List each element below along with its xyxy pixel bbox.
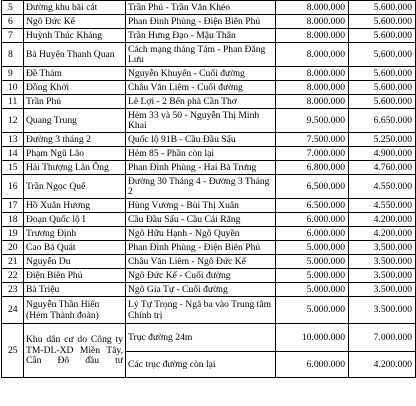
row-number-cell: 22	[2, 269, 24, 283]
segment-cell: Ngô Hữu Hạnh - Ngô Quyền	[126, 227, 276, 241]
price-1-cell: 7.000.000	[276, 147, 349, 161]
row-number-cell: 23	[2, 283, 24, 297]
land-price-table	[1, 0, 416, 378]
price-1-cell: 8.000.000	[276, 43, 349, 67]
table-row	[2, 109, 416, 133]
price-1-cell: 8.000.000	[276, 1, 349, 15]
street-name-cell: Hải Thượng Lãn Ông	[24, 161, 126, 175]
table-row	[2, 67, 416, 81]
price-2-cell: 4.200.000	[349, 227, 416, 241]
price-1-cell: 6.800.000	[276, 161, 349, 175]
table-row	[2, 241, 416, 255]
table-row	[2, 227, 416, 241]
price-2-cell: 3.500.000	[349, 297, 416, 324]
segment-cell: Trục đường 24m	[126, 324, 276, 352]
table-body	[2, 1, 416, 378]
street-name-cell: Nguyễn Thần Hiến (Hẻm Thành đoàn)	[24, 297, 126, 324]
street-name-cell: Quang Trung	[24, 109, 126, 133]
row-number-cell: 15	[2, 161, 24, 175]
row-number-cell: 14	[2, 147, 24, 161]
row-number-cell: 18	[2, 213, 24, 227]
segment-cell: Phan Đình Phùng - Điện Biên Phủ	[126, 15, 276, 29]
row-number-cell: 17	[2, 199, 24, 213]
street-name-cell: Ngô Đức Kế	[24, 15, 126, 29]
table-row	[2, 95, 416, 109]
price-2-cell: 5.250.000	[349, 133, 416, 147]
price-2-cell: 6.650.000	[349, 109, 416, 133]
segment-cell: Ngô Gia Tự - Cuối đường	[126, 283, 276, 297]
price-1-cell: 8.000.000	[276, 67, 349, 81]
segment-cell: Hẻm 85 - Phần còn lại	[126, 147, 276, 161]
street-name-cell: Trần Ngọc Quế	[24, 175, 126, 199]
street-name-cell: Bà Huyện Thanh Quan	[24, 43, 126, 67]
street-name-cell: Đồng Khởi	[24, 81, 126, 95]
price-1-cell: 8.000.000	[276, 15, 349, 29]
row-number-cell: 6	[2, 15, 24, 29]
price-1-cell: 6.000.000	[276, 227, 349, 241]
row-number-cell: 5	[2, 1, 24, 15]
segment-cell: Lý Tự Trọng - Ngã ba vào Trung tâm Chính trị	[126, 297, 276, 324]
table-row	[2, 175, 416, 199]
table-row	[2, 133, 416, 147]
segment-cell: Quốc lộ 91B - Cầu Đầu Sấu	[126, 133, 276, 147]
segment-cell: Lê Lợi - 2 Bến phà Cần Thơ	[126, 95, 276, 109]
segment-cell: Châu Văn Liêm - Ngô Đức Kế	[126, 255, 276, 269]
street-name-cell: Điện Biên Phủ	[24, 269, 126, 283]
segment-cell: Châu Văn Liêm - Cuối đường	[126, 81, 276, 95]
row-number-cell: 13	[2, 133, 24, 147]
price-2-cell: 3.500.000	[349, 255, 416, 269]
segment-cell: Hùng Vương - Bùi Thị Xuân	[126, 199, 276, 213]
price-1-cell: 5.000.000	[276, 283, 349, 297]
row-number-cell: 25	[2, 324, 24, 378]
row-number-cell: 10	[2, 81, 24, 95]
street-name-cell: Cao Bá Quát	[24, 241, 126, 255]
table-row	[2, 297, 416, 324]
segment-cell: Trần Phú - Trần Văn Khéo	[126, 1, 276, 15]
table-row	[2, 255, 416, 269]
price-1-cell: 5.000.000	[276, 297, 349, 324]
price-1-cell: 9.500.000	[276, 109, 349, 133]
price-2-cell: 4.200.000	[349, 213, 416, 227]
table-row	[2, 43, 416, 67]
street-name-cell: Hồ Xuân Hương	[24, 199, 126, 213]
row-number-cell: 24	[2, 297, 24, 324]
price-2-cell: 5.600.000	[349, 29, 416, 43]
price-2-cell: 4.550.000	[349, 199, 416, 213]
table-row	[2, 269, 416, 283]
segment-cell: Cách mạng tháng Tám - Phan Đăng Lưu	[126, 43, 276, 67]
segment-cell: Các trục đường còn lại	[126, 352, 276, 378]
street-name-cell: Đoạn Quốc lộ I	[24, 213, 126, 227]
price-2-cell: 4.200.000	[349, 352, 416, 378]
row-number-cell: 21	[2, 255, 24, 269]
price-1-cell: 10.000.000	[276, 324, 349, 352]
price-2-cell: 5.600.000	[349, 43, 416, 67]
price-2-cell: 5.600.000	[349, 15, 416, 29]
table-row	[2, 283, 416, 297]
street-name-cell: Trần Phú	[24, 95, 126, 109]
price-2-cell: 5.600.000	[349, 67, 416, 81]
street-name-cell: Trương Định	[24, 227, 126, 241]
price-1-cell: 5.000.000	[276, 241, 349, 255]
street-name-cell: Đường 3 tháng 2	[24, 133, 126, 147]
segment-cell: Cầu Đầu Sấu - Cầu Cái Răng	[126, 213, 276, 227]
row-number-cell: 9	[2, 67, 24, 81]
price-1-cell: 6.500.000	[276, 199, 349, 213]
price-2-cell: 5.600.000	[349, 81, 416, 95]
row-number-cell: 7	[2, 29, 24, 43]
table-row	[2, 29, 416, 43]
price-2-cell: 4.550.000	[349, 175, 416, 199]
price-1-cell: 8.000.000	[276, 29, 349, 43]
street-name-cell: Đề Thám	[24, 67, 126, 81]
table-row	[2, 1, 416, 15]
price-1-cell: 7.500.000	[276, 133, 349, 147]
row-number-cell: 12	[2, 109, 24, 133]
price-1-cell: 6.000.000	[276, 213, 349, 227]
table-row	[2, 147, 416, 161]
segment-cell: Phan Đình Phùng - Hai Bà Trưng	[126, 161, 276, 175]
price-2-cell: 5.600.000	[349, 95, 416, 109]
segment-cell: Trần Hưng Đạo - Mậu Thân	[126, 29, 276, 43]
street-name-cell: Khu dân cư do Công ty TM-DL-XD Miền Tây, Cần Đô đầu tư	[24, 324, 126, 378]
row-number-cell: 16	[2, 175, 24, 199]
street-name-cell: Bà Triệu	[24, 283, 126, 297]
price-1-cell: 5.000.000	[276, 269, 349, 283]
price-2-cell: 4.900.000	[349, 147, 416, 161]
street-name-cell: Huỳnh Thúc Kháng	[24, 29, 126, 43]
segment-cell: Hẻm 33 và 50 - Nguyễn Thị Minh Khai	[126, 109, 276, 133]
segment-cell: Ngô Đức Kế - Cuối đường	[126, 269, 276, 283]
price-1-cell: 5.000.000	[276, 255, 349, 269]
price-2-cell: 3.500.000	[349, 269, 416, 283]
price-1-cell: 8.000.000	[276, 81, 349, 95]
price-2-cell: 5.600.000	[349, 1, 416, 15]
table-row	[2, 161, 416, 175]
table-row	[2, 15, 416, 29]
price-2-cell: 3.500.000	[349, 241, 416, 255]
price-2-cell: 4.760.000	[349, 161, 416, 175]
street-name-cell: Nguyễn Du	[24, 255, 126, 269]
price-2-cell: 3.500.000	[349, 283, 416, 297]
row-number-cell: 8	[2, 43, 24, 67]
table-row	[2, 81, 416, 95]
price-1-cell: 6.000.000	[276, 352, 349, 378]
street-name-cell: Đường khu bãi cát	[24, 1, 126, 15]
row-number-cell: 20	[2, 241, 24, 255]
price-1-cell: 8.000.000	[276, 95, 349, 109]
table-row	[2, 199, 416, 213]
price-1-cell: 6.500.000	[276, 175, 349, 199]
table-row	[2, 324, 416, 352]
street-name-cell: Phạm Ngũ Lão	[24, 147, 126, 161]
row-number-cell: 11	[2, 95, 24, 109]
price-2-cell: 7.000.000	[349, 324, 416, 352]
segment-cell: Nguyễn Khuyến - Cuối đường	[126, 67, 276, 81]
segment-cell: Đường 30 Tháng 4 - Đường 3 Tháng 2	[126, 175, 276, 199]
table-row	[2, 213, 416, 227]
row-number-cell: 19	[2, 227, 24, 241]
segment-cell: Phan Đình Phùng - Điện Biên Phủ	[126, 241, 276, 255]
